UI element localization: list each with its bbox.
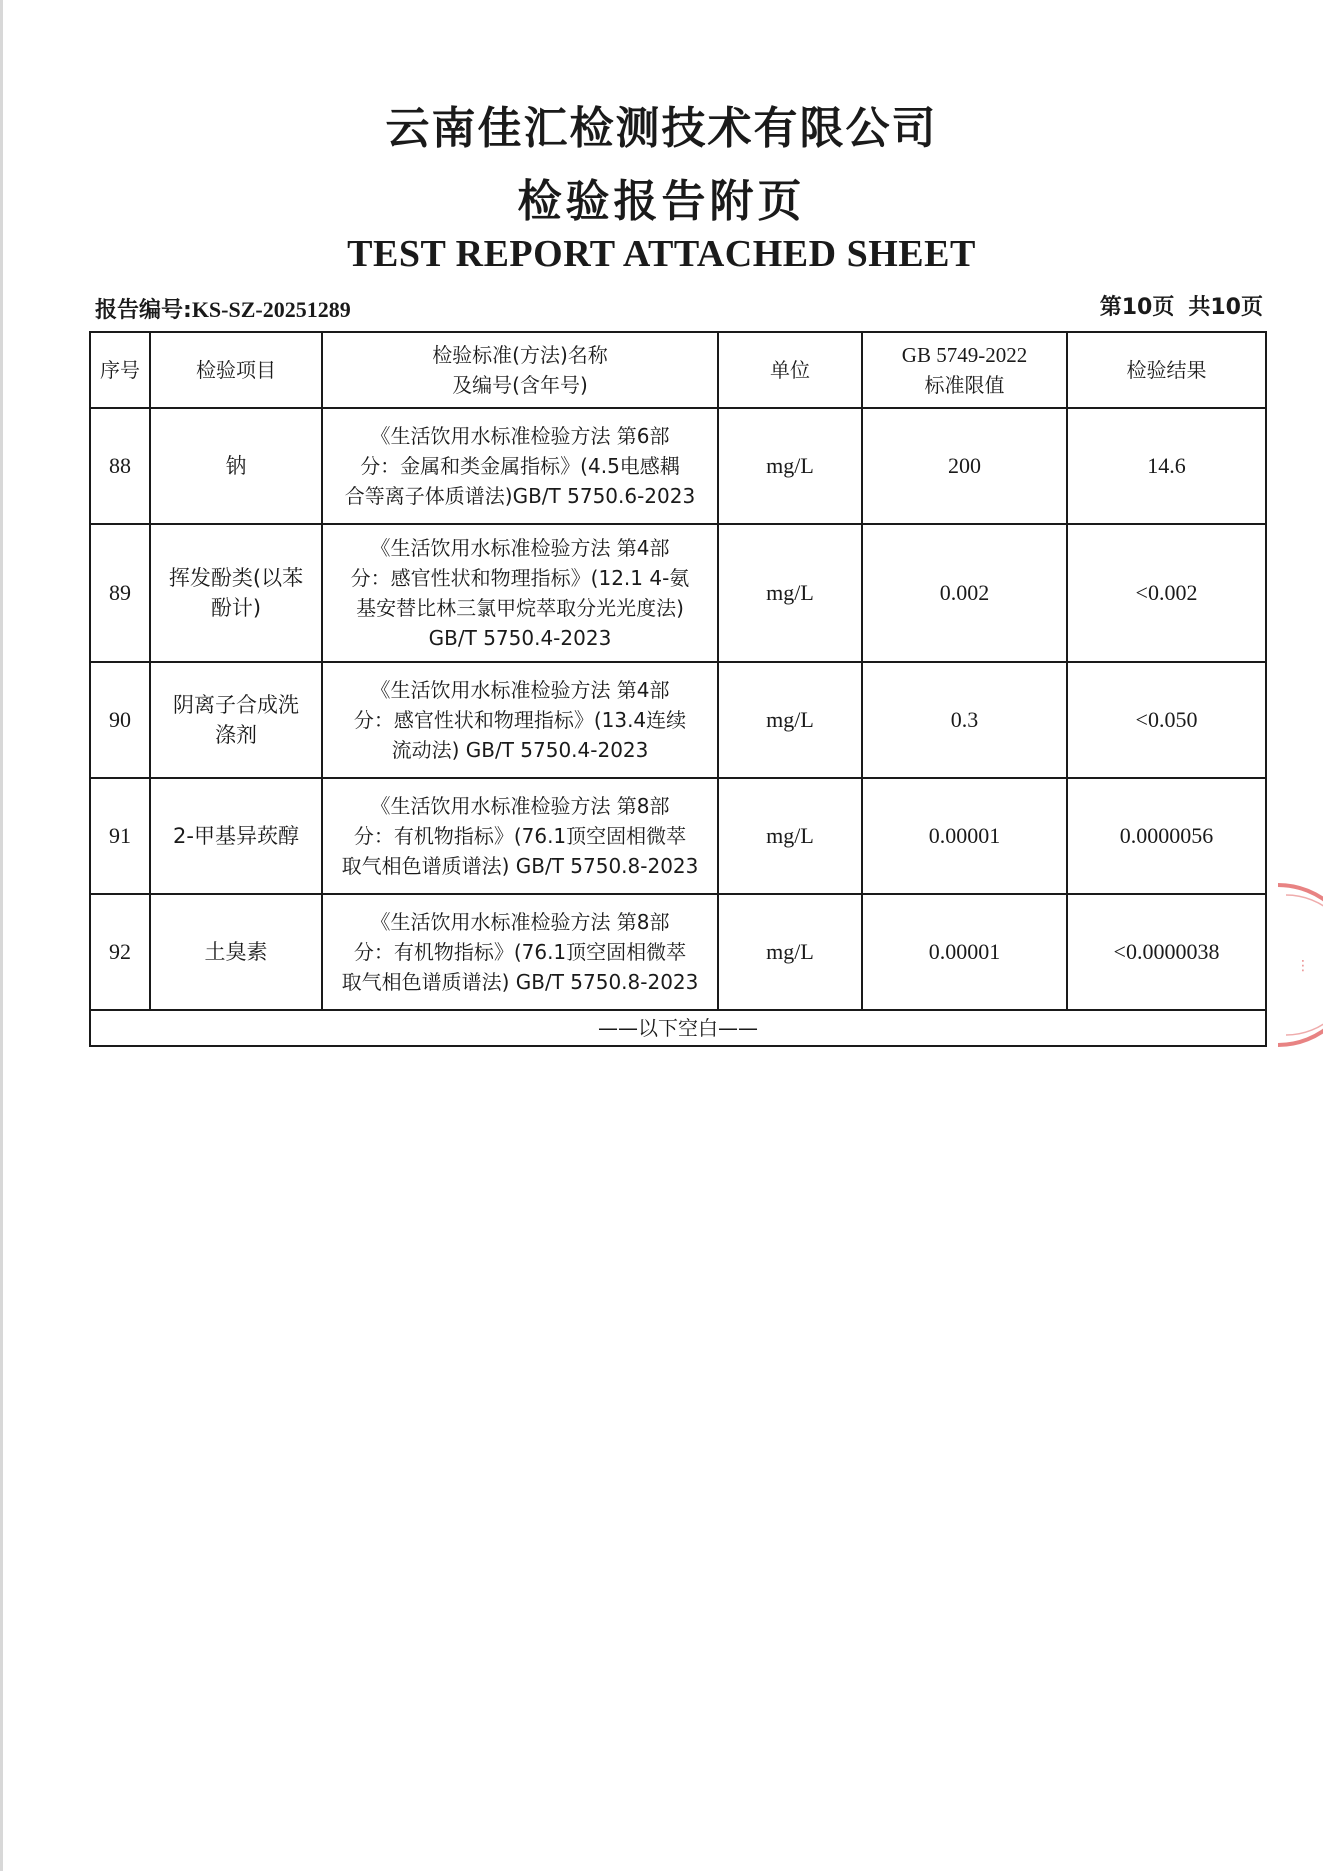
- sheet-title-en: TEST REPORT ATTACHED SHEET: [347, 233, 976, 275]
- page-total: 共10页: [1188, 295, 1263, 320]
- col-header-item: 检验项目: [150, 332, 322, 408]
- row-method: [322, 524, 718, 662]
- row-method-line: 分：有机物指标》(76.1顶空固相微萃: [353, 824, 687, 848]
- row-no: 91: [90, 778, 150, 894]
- row-item: [150, 662, 322, 778]
- row-result: 14.6: [1067, 408, 1266, 524]
- row-limit: 0.002: [862, 524, 1067, 662]
- row-method-line: 分：有机物指标》(76.1顶空固相微萃: [353, 940, 687, 964]
- svg-text:⋮: ⋮: [1296, 958, 1310, 974]
- row-item-line: 钠: [225, 454, 247, 478]
- row-method-line: 基安替比林三氯甲烷萃取分光光度法): [356, 596, 684, 620]
- row-method: [322, 662, 718, 778]
- row-method-line: 取气相色谱质谱法) GB/T 5750.8-2023: [341, 854, 699, 878]
- col-header-limit-line1: GB 5749-2022: [901, 343, 1028, 367]
- report-number-value: KS-SZ-20251289: [191, 297, 351, 322]
- table-row: [90, 408, 1266, 524]
- table-header-row: [90, 332, 1266, 408]
- row-method-line: GB/T 5750.4-2023: [428, 626, 612, 650]
- row-item-line: 土臭素: [204, 940, 268, 964]
- row-no: 92: [90, 894, 150, 1010]
- row-method-line: 分：感官性状和物理指标》(12.1 4-氨: [350, 566, 690, 590]
- row-method: [322, 894, 718, 1010]
- col-header-method: [322, 332, 718, 408]
- col-header-unit: 单位: [718, 332, 862, 408]
- row-method-line: 分：感官性状和物理指标》(13.4连续: [353, 708, 687, 732]
- col-header-limit: [862, 332, 1067, 408]
- row-item-line: 涤剂: [215, 723, 257, 747]
- row-method-line: 分：金属和类金属指标》(4.5电感耦: [360, 454, 680, 478]
- row-unit: mg/L: [718, 662, 862, 778]
- scan-edge: [0, 0, 3, 1871]
- col-header-no: 序号: [90, 332, 150, 408]
- seal-stamp-icon: [1268, 880, 1323, 1050]
- row-method: [322, 408, 718, 524]
- row-unit: mg/L: [718, 778, 862, 894]
- row-unit: mg/L: [718, 894, 862, 1010]
- row-method-line: 合等离子体质谱法)GB/T 5750.6-2023: [344, 484, 696, 508]
- company-name: 云南佳汇检测技术有限公司: [385, 103, 938, 154]
- row-unit: mg/L: [718, 408, 862, 524]
- table-row: [90, 894, 1266, 1010]
- col-header-limit-line2: 标准限值: [924, 373, 1005, 397]
- report-number-label: 报告编号:: [95, 298, 192, 323]
- row-item: [150, 524, 322, 662]
- blank-note-row: [90, 1010, 1266, 1046]
- row-method-line: 《生活饮用水标准检验方法 第8部: [370, 910, 670, 934]
- table-row: [90, 524, 1266, 662]
- row-method-line: 取气相色谱质谱法) GB/T 5750.8-2023: [341, 970, 699, 994]
- row-result: 0.0000056: [1067, 778, 1266, 894]
- row-limit: 0.3: [862, 662, 1067, 778]
- row-item-line: 挥发酚类(以苯: [168, 566, 304, 590]
- table-row: [90, 662, 1266, 778]
- row-item: [150, 778, 322, 894]
- row-method-line: 《生活饮用水标准检验方法 第4部: [370, 678, 670, 702]
- row-method-line: 流动法) GB/T 5750.4-2023: [391, 738, 649, 762]
- row-item-line: 酚计): [210, 596, 262, 620]
- row-no: 88: [90, 408, 150, 524]
- row-item: [150, 408, 322, 524]
- sheet-title-cn: 检验报告附页: [517, 176, 806, 227]
- row-item-line: 2-甲基异莰醇: [173, 824, 299, 848]
- col-header-result: 检验结果: [1067, 332, 1266, 408]
- page-current: 第10页: [1099, 295, 1175, 320]
- report-number: [95, 293, 351, 324]
- row-result: <0.0000038: [1067, 894, 1266, 1010]
- table-row: [90, 778, 1266, 894]
- row-item-line: 阴离子合成洗: [173, 693, 299, 717]
- row-item: [150, 894, 322, 1010]
- row-method-line: 《生活饮用水标准检验方法 第6部: [370, 424, 670, 448]
- results-table: [89, 331, 1267, 1047]
- row-limit: 200: [862, 408, 1067, 524]
- page-indicator: [1100, 290, 1263, 321]
- row-method-line: 《生活饮用水标准检验方法 第8部: [370, 794, 670, 818]
- row-method: [322, 778, 718, 894]
- row-no: 90: [90, 662, 150, 778]
- row-result: <0.002: [1067, 524, 1266, 662]
- col-header-method-line2: 及编号(含年号): [452, 373, 588, 397]
- row-limit: 0.00001: [862, 778, 1067, 894]
- row-method-line: 《生活饮用水标准检验方法 第4部: [370, 536, 670, 560]
- col-header-method-line1: 检验标准(方法)名称: [432, 343, 608, 367]
- blank-note: ——以下空白——: [90, 1010, 1266, 1046]
- row-unit: mg/L: [718, 524, 862, 662]
- row-result: <0.050: [1067, 662, 1266, 778]
- row-no: 89: [90, 524, 150, 662]
- row-limit: 0.00001: [862, 894, 1067, 1010]
